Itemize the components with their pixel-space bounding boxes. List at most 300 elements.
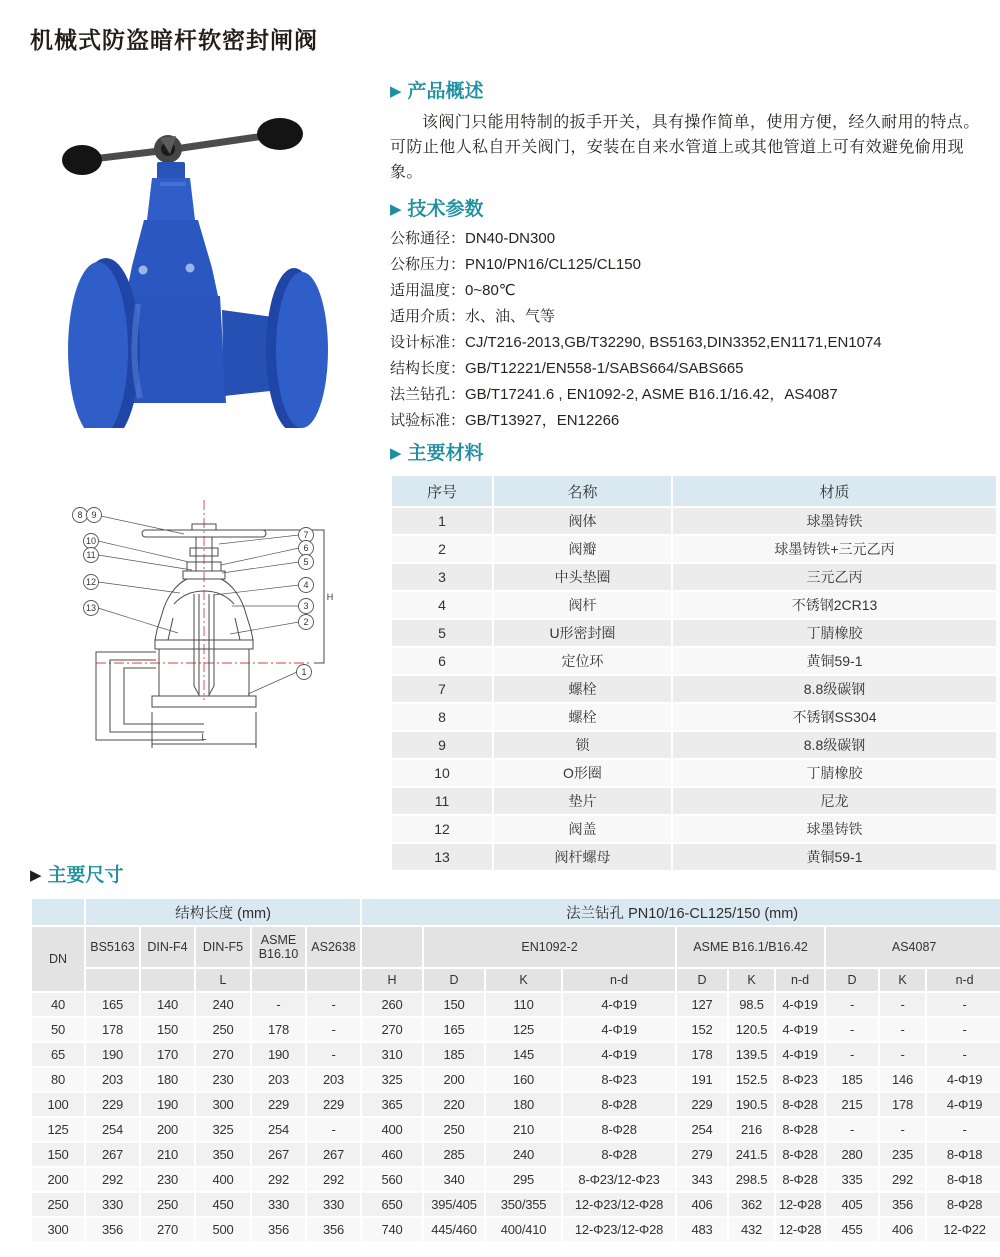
table-cell: 127 — [677, 993, 727, 1016]
product-photo — [40, 98, 380, 428]
table-cell: 250 — [424, 1118, 484, 1141]
table-cell: 140 — [141, 993, 194, 1016]
table-cell: - — [880, 1018, 925, 1041]
technical-drawing — [56, 490, 392, 784]
table-cell: 350/355 — [486, 1193, 561, 1216]
table-cell: - — [252, 993, 305, 1016]
section-arrow-icon: ▶ — [390, 445, 402, 462]
tech-params-list — [390, 226, 990, 434]
table-cell: 125 — [32, 1118, 84, 1141]
table-cell: 1 — [392, 508, 492, 534]
table-row — [32, 993, 1000, 1016]
table-cell: 406 — [677, 1193, 727, 1216]
table-cell: 170 — [141, 1043, 194, 1066]
table-cell: 锁 — [494, 732, 671, 758]
section-arrow-icon: ▶ — [30, 867, 42, 884]
table-cell: 8-Φ18 — [927, 1168, 1000, 1191]
table-cell: O形圈 — [494, 760, 671, 786]
table-cell: 500 — [196, 1218, 250, 1241]
table-cell: 12-Φ22 — [927, 1218, 1000, 1241]
table-cell: 455 — [826, 1218, 878, 1241]
table-cell: 阀瓣 — [494, 536, 671, 562]
callout-number: 7 — [303, 530, 309, 540]
table-row — [392, 704, 996, 730]
table-cell: 180 — [486, 1093, 561, 1116]
table-cell: 4-Φ19 — [776, 1043, 824, 1066]
table-cell: 150 — [424, 993, 484, 1016]
std-column-header: DIN-F5 — [196, 927, 250, 967]
section-title: 技术参数 — [407, 199, 484, 220]
table-cell: 450 — [196, 1193, 250, 1216]
table-row — [392, 648, 996, 674]
std-column-header: BS5163 — [86, 927, 139, 967]
table-cell: - — [307, 1118, 360, 1141]
table-cell: U形密封圈 — [494, 620, 671, 646]
table-cell: 432 — [729, 1218, 774, 1241]
table-cell: 65 — [32, 1043, 84, 1066]
table-cell: 球墨铸铁 — [673, 508, 996, 534]
page-title: 机械式防盗暗杆软密封闸阀 — [30, 27, 318, 53]
table-cell: 295 — [486, 1168, 561, 1191]
table-cell: 12-Φ23/12-Φ28 — [563, 1218, 675, 1241]
table-cell: - — [307, 993, 360, 1016]
table-cell: 395/405 — [424, 1193, 484, 1216]
table-cell: - — [307, 1018, 360, 1041]
table-cell: 4-Φ19 — [776, 993, 824, 1016]
table-cell: 200 — [32, 1168, 84, 1191]
dims-subheader-cell: D — [826, 969, 878, 991]
table-row — [392, 620, 996, 646]
table-cell: 200 — [141, 1118, 194, 1141]
table-cell: 270 — [196, 1043, 250, 1066]
table-row — [392, 476, 996, 506]
table-row — [32, 927, 1000, 967]
table-cell: 13 — [392, 844, 492, 870]
flange-standard-header: EN1092-2 — [424, 927, 675, 967]
table-cell: 黄铜59-1 — [673, 648, 996, 674]
table-cell: 125 — [486, 1018, 561, 1041]
section-tech-params-heading — [390, 198, 990, 222]
callout-number: 1 — [301, 667, 307, 677]
callout-number: 10 — [85, 536, 97, 546]
table-cell: 10 — [392, 760, 492, 786]
table-cell: 三元乙丙 — [673, 564, 996, 590]
table-row — [392, 816, 996, 842]
table-cell: 垫片 — [494, 788, 671, 814]
table-cell: 4-Φ19 — [563, 993, 675, 1016]
table-cell: 8.8级碳钢 — [673, 732, 996, 758]
table-cell: 300 — [196, 1093, 250, 1116]
table-row — [392, 676, 996, 702]
table-cell: 229 — [86, 1093, 139, 1116]
tech-param-line: 法兰钻孔：GB/T17241.6 , EN1092-2, ASME B16.1/16.42，AS4087 — [390, 386, 838, 403]
table-cell: 120.5 — [729, 1018, 774, 1041]
overview-paragraph: 该阀门只能用特制的扳手开关，具有操作简单，使用方便，经久耐用的特点。可防止他人私自开关阀门，安装在自来水管道上或其他管道上可有效避免偷用现象。 — [390, 114, 980, 181]
callout-number: 2 — [303, 617, 309, 627]
table-cell: 100 — [32, 1093, 84, 1116]
dims-subheader-row — [32, 969, 1000, 991]
table-cell: 12-Φ28 — [776, 1193, 824, 1216]
valve-photo-illustration — [40, 98, 380, 428]
tech-param-line: 设计标准：CJ/T216-2013,GB/T32290, BS5163,DIN3352,EN1171,EN1074 — [390, 334, 882, 351]
table-cell: 216 — [729, 1118, 774, 1141]
table-cell: 298.5 — [729, 1168, 774, 1191]
blank-header-cell — [362, 927, 422, 967]
table-row — [392, 732, 996, 758]
table-cell: 260 — [362, 993, 422, 1016]
table-cell: 267 — [252, 1143, 305, 1166]
table-cell: 190 — [86, 1043, 139, 1066]
table-row — [392, 592, 996, 618]
table-cell: 螺栓 — [494, 676, 671, 702]
table-cell: 152 — [677, 1018, 727, 1041]
table-cell: 406 — [880, 1218, 925, 1241]
table-cell: 11 — [392, 788, 492, 814]
table-cell: 650 — [362, 1193, 422, 1216]
drawing-callouts — [73, 508, 314, 680]
table-cell: 241.5 — [729, 1143, 774, 1166]
table-cell: - — [880, 1118, 925, 1141]
dim-height-label: H — [326, 592, 334, 602]
table-cell: - — [880, 993, 925, 1016]
dim-length-label: L — [201, 732, 207, 742]
table-cell: 279 — [677, 1143, 727, 1166]
table-cell: 180 — [141, 1068, 194, 1091]
table-cell: - — [826, 1118, 878, 1141]
table-cell: 8-Φ18 — [927, 1143, 1000, 1166]
table-row — [32, 1168, 1000, 1191]
dims-subheader-cell — [307, 969, 360, 991]
flange-drilling-group-header: 法兰钻孔 PN10/16-CL125/150 (mm) — [362, 899, 1000, 925]
table-cell: - — [307, 1043, 360, 1066]
table-cell: 阀体 — [494, 508, 671, 534]
table-row — [32, 899, 1000, 925]
table-cell: 254 — [252, 1118, 305, 1141]
table-cell: 292 — [86, 1168, 139, 1191]
table-cell: 740 — [362, 1218, 422, 1241]
table-cell: 230 — [196, 1068, 250, 1091]
table-cell: 阀盖 — [494, 816, 671, 842]
dims-subheader-cell: L — [196, 969, 250, 991]
table-cell: 292 — [252, 1168, 305, 1191]
table-cell: 229 — [307, 1093, 360, 1116]
table-cell: 178 — [86, 1018, 139, 1041]
table-row — [32, 1093, 1000, 1116]
table-cell: 210 — [141, 1143, 194, 1166]
dims-subheader-cell: K — [880, 969, 925, 991]
content-column — [390, 80, 990, 872]
table-cell: 185 — [424, 1043, 484, 1066]
column-header: 材质 — [673, 476, 996, 506]
dims-subheader-cell — [141, 969, 194, 991]
table-cell: - — [826, 993, 878, 1016]
table-cell: 185 — [826, 1068, 878, 1091]
valve-photo-body — [68, 162, 328, 428]
table-cell: 400 — [196, 1168, 250, 1191]
table-cell: 4 — [392, 592, 492, 618]
dims-subheader-cell: D — [424, 969, 484, 991]
tech-param-line: 适用温度：0~80℃ — [390, 282, 516, 299]
tech-param-line: 公称通径：DN40-DN300 — [390, 230, 556, 247]
table-cell: 178 — [252, 1018, 305, 1041]
table-cell: 8-Φ28 — [563, 1143, 675, 1166]
table-cell: 146 — [880, 1068, 925, 1091]
callout-number: 11 — [86, 550, 96, 560]
table-cell: 50 — [32, 1018, 84, 1041]
tech-param-line: 结构长度：GB/T12221/EN558-1/SABS664/SABS665 — [390, 360, 744, 377]
table-cell: 6 — [392, 648, 492, 674]
table-cell: - — [927, 1018, 1000, 1041]
callout-number: 9 — [91, 510, 97, 520]
dimensions-table-head — [32, 899, 1000, 991]
table-cell: 200 — [424, 1068, 484, 1091]
table-row — [32, 1018, 1000, 1041]
table-cell: 356 — [880, 1193, 925, 1216]
table-cell: 7 — [392, 676, 492, 702]
table-cell: 267 — [307, 1143, 360, 1166]
section-title: 主要尺寸 — [47, 865, 124, 886]
std-column-header: ASME B16.10 — [252, 927, 305, 967]
flange-standard-header: AS4087 — [826, 927, 1000, 967]
section-overview-heading — [390, 80, 990, 104]
table-cell: 40 — [32, 993, 84, 1016]
dims-subheader-cell: n-d — [927, 969, 1000, 991]
table-cell: 240 — [486, 1143, 561, 1166]
table-cell: 280 — [826, 1143, 878, 1166]
table-cell: 4-Φ19 — [776, 1018, 824, 1041]
callout-number: 4 — [303, 580, 309, 590]
table-cell: 292 — [880, 1168, 925, 1191]
table-cell: 螺栓 — [494, 704, 671, 730]
table-cell: 178 — [677, 1043, 727, 1066]
table-cell: 阀杆 — [494, 592, 671, 618]
table-cell: 215 — [826, 1093, 878, 1116]
table-row — [32, 1143, 1000, 1166]
callout-number: 13 — [85, 603, 97, 613]
table-cell: 165 — [424, 1018, 484, 1041]
table-cell: 中头垫圈 — [494, 564, 671, 590]
dimension-labels — [201, 592, 333, 742]
valve-section-drawing — [56, 490, 392, 784]
table-cell: 160 — [486, 1068, 561, 1091]
table-cell: 270 — [362, 1018, 422, 1041]
section-title: 主要材料 — [407, 443, 484, 464]
table-row — [32, 1218, 1000, 1241]
table-cell: 8-Φ28 — [776, 1093, 824, 1116]
table-cell: 8-Φ28 — [563, 1118, 675, 1141]
table-cell: 球墨铸铁 — [673, 816, 996, 842]
table-row — [392, 788, 996, 814]
table-cell: - — [927, 1118, 1000, 1141]
materials-table-body — [392, 508, 996, 870]
table-cell: 190 — [252, 1043, 305, 1066]
table-cell: 220 — [424, 1093, 484, 1116]
table-cell: 254 — [677, 1118, 727, 1141]
dims-subheader-cell — [86, 969, 139, 991]
table-cell: 230 — [141, 1168, 194, 1191]
table-cell: 12 — [392, 816, 492, 842]
table-cell: 350 — [196, 1143, 250, 1166]
table-cell: 356 — [307, 1218, 360, 1241]
table-cell: 400 — [362, 1118, 422, 1141]
table-cell: 285 — [424, 1143, 484, 1166]
structure-length-group-header: 结构长度 (mm) — [86, 899, 360, 925]
table-cell: - — [927, 993, 1000, 1016]
table-cell: 152.5 — [729, 1068, 774, 1091]
tech-param-line: 公称压力：PN10/PN16/CL125/CL150 — [390, 256, 641, 273]
table-cell: 150 — [141, 1018, 194, 1041]
table-cell: 356 — [86, 1218, 139, 1241]
table-cell: 110 — [486, 993, 561, 1016]
table-cell: 210 — [486, 1118, 561, 1141]
section-dimensions-heading — [30, 864, 970, 888]
table-cell: 330 — [86, 1193, 139, 1216]
callout-number: 5 — [303, 557, 309, 567]
table-cell: 8.8级碳钢 — [673, 676, 996, 702]
table-row — [32, 1043, 1000, 1066]
table-row — [32, 1193, 1000, 1216]
materials-table-head — [392, 476, 996, 506]
table-cell: 8 — [392, 704, 492, 730]
std-column-header: AS2638 — [307, 927, 360, 967]
table-cell: 8-Φ28 — [776, 1143, 824, 1166]
table-cell: 560 — [362, 1168, 422, 1191]
table-cell: 240 — [196, 993, 250, 1016]
tech-param-line: 适用介质：水、油、气等 — [390, 308, 556, 325]
table-cell: 8-Φ23 — [776, 1068, 824, 1091]
table-cell: 191 — [677, 1068, 727, 1091]
section-title: 产品概述 — [407, 81, 484, 102]
table-cell: 9 — [392, 732, 492, 758]
table-cell: 483 — [677, 1218, 727, 1241]
table-cell: 2 — [392, 536, 492, 562]
table-cell: 8-Φ28 — [776, 1168, 824, 1191]
table-cell: 不锈钢2CR13 — [673, 592, 996, 618]
table-cell: 145 — [486, 1043, 561, 1066]
table-cell: 165 — [86, 993, 139, 1016]
dimensions-table — [30, 897, 1000, 1243]
table-row — [32, 1118, 1000, 1141]
table-cell: 365 — [362, 1093, 422, 1116]
table-cell: 尼龙 — [673, 788, 996, 814]
dims-subheader-cell: n-d — [563, 969, 675, 991]
table-cell: 203 — [86, 1068, 139, 1091]
table-cell: 黄铜59-1 — [673, 844, 996, 870]
table-cell: 340 — [424, 1168, 484, 1191]
table-cell: 267 — [86, 1143, 139, 1166]
table-cell: 4-Φ19 — [927, 1093, 1000, 1116]
section-arrow-icon: ▶ — [390, 83, 402, 100]
table-cell: 丁腈橡胶 — [673, 620, 996, 646]
dims-subheader-cell: n-d — [776, 969, 824, 991]
column-header: 名称 — [494, 476, 671, 506]
table-cell: 254 — [86, 1118, 139, 1141]
table-cell: 8-Φ23/12-Φ23 — [563, 1168, 675, 1191]
table-cell: 270 — [141, 1218, 194, 1241]
table-cell: 250 — [32, 1193, 84, 1216]
table-cell: 8-Φ28 — [776, 1118, 824, 1141]
tech-param-line: 试验标准：GB/T13927，EN12266 — [390, 412, 620, 429]
std-column-header: DIN-F4 — [141, 927, 194, 967]
dims-subheader-cell: K — [729, 969, 774, 991]
table-cell: 405 — [826, 1193, 878, 1216]
section-arrow-icon: ▶ — [390, 201, 402, 218]
table-cell: 3 — [392, 564, 492, 590]
table-cell: 190 — [141, 1093, 194, 1116]
table-cell: 4-Φ19 — [927, 1068, 1000, 1091]
dims-subheader-cell: K — [486, 969, 561, 991]
table-cell: 190.5 — [729, 1093, 774, 1116]
table-cell: 235 — [880, 1143, 925, 1166]
blank-header-cell — [32, 899, 84, 925]
materials-table — [390, 474, 998, 872]
table-cell: 343 — [677, 1168, 727, 1191]
flange-standard-header: ASME B16.1/B16.42 — [677, 927, 824, 967]
table-cell: 球墨铸铁+三元乙丙 — [673, 536, 996, 562]
dims-subheader-cell: D — [677, 969, 727, 991]
table-cell: 330 — [252, 1193, 305, 1216]
table-cell: 8-Φ23 — [563, 1068, 675, 1091]
table-cell: 4-Φ19 — [563, 1043, 675, 1066]
table-row — [392, 508, 996, 534]
table-cell: 阀杆螺母 — [494, 844, 671, 870]
section-materials-heading — [390, 442, 990, 466]
callout-number: 12 — [85, 577, 97, 587]
table-cell: - — [826, 1018, 878, 1041]
table-cell: 丁腈橡胶 — [673, 760, 996, 786]
table-cell: 356 — [252, 1218, 305, 1241]
table-cell: 229 — [677, 1093, 727, 1116]
callout-number: 8 — [77, 510, 83, 520]
table-cell: 150 — [32, 1143, 84, 1166]
table-cell: 292 — [307, 1168, 360, 1191]
callout-number: 6 — [303, 543, 309, 553]
table-cell: 362 — [729, 1193, 774, 1216]
table-row — [392, 536, 996, 562]
table-cell: - — [826, 1043, 878, 1066]
table-cell: 325 — [362, 1068, 422, 1091]
table-cell: 5 — [392, 620, 492, 646]
dn-column-header: DN — [32, 927, 84, 991]
dimensions-section — [30, 864, 986, 1243]
table-cell: 445/460 — [424, 1218, 484, 1241]
table-row — [392, 760, 996, 786]
table-cell: 300 — [32, 1218, 84, 1241]
table-cell: 12-Φ28 — [776, 1218, 824, 1241]
table-cell: 139.5 — [729, 1043, 774, 1066]
callout-number: 3 — [303, 601, 309, 611]
table-cell: 203 — [252, 1068, 305, 1091]
table-cell: - — [880, 1043, 925, 1066]
table-cell: 310 — [362, 1043, 422, 1066]
table-cell: - — [927, 1043, 1000, 1066]
table-cell: 定位环 — [494, 648, 671, 674]
table-cell: 8-Φ28 — [927, 1193, 1000, 1216]
table-cell: 325 — [196, 1118, 250, 1141]
table-cell: 400/410 — [486, 1218, 561, 1241]
table-cell: 80 — [32, 1068, 84, 1091]
table-cell: 12-Φ23/12-Φ28 — [563, 1193, 675, 1216]
table-cell: 203 — [307, 1068, 360, 1091]
dimensions-table-body — [32, 993, 1000, 1241]
table-cell: 460 — [362, 1143, 422, 1166]
table-cell: 250 — [196, 1018, 250, 1041]
table-cell: 229 — [252, 1093, 305, 1116]
table-cell: 335 — [826, 1168, 878, 1191]
table-cell: 8-Φ28 — [563, 1093, 675, 1116]
table-cell: 98.5 — [729, 993, 774, 1016]
table-row — [32, 1068, 1000, 1091]
